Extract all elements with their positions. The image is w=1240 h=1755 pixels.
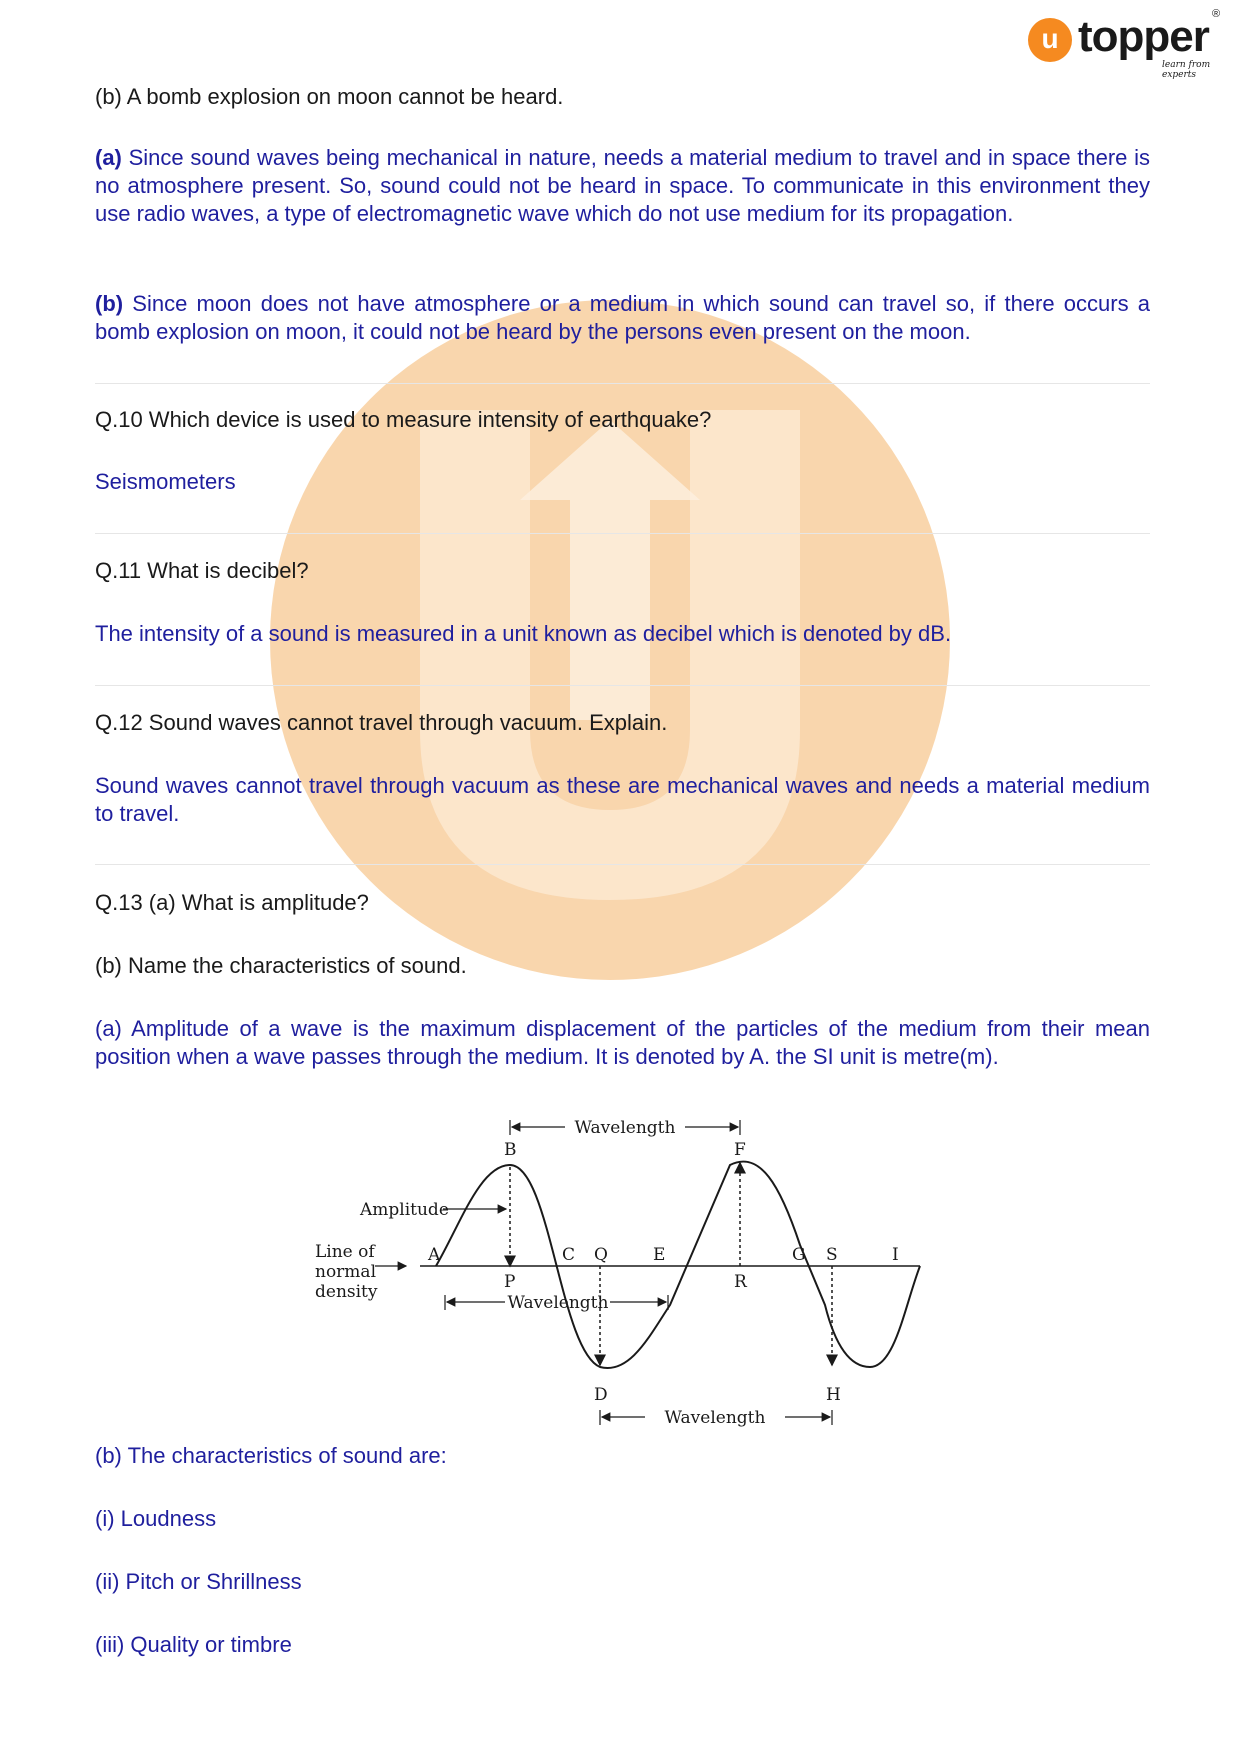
answer-body: Since moon does not have atmosphere or a medium in which sound can travel so, if there occurs a bomb explosion on moon, it could not be heard by the persons even present on the moon. xyxy=(95,291,1150,344)
divider xyxy=(95,533,1150,534)
question-13b: (b) Name the characteristics of sound. xyxy=(95,953,467,978)
point-label: E xyxy=(653,1245,666,1265)
point-label: S xyxy=(826,1245,838,1265)
answer-body: Since sound waves being mechanical in nature, needs a material medium to travel and in space there is no atmosphere present. So, sound could not be heard in space. To communicate in this environment they use radio waves, a type of electromagnetic wave which do not use medium for its propagation. xyxy=(95,145,1150,226)
wavelength-label-mid: Wavelength xyxy=(507,1293,609,1313)
line-label: density xyxy=(315,1282,378,1302)
answer-11: The intensity of a sound is measured in a unit known as decibel which is denoted by dB. xyxy=(95,621,952,646)
point-label: I xyxy=(892,1245,899,1265)
point-label: R xyxy=(734,1272,747,1292)
divider xyxy=(95,685,1150,686)
point-label: C xyxy=(562,1245,576,1265)
question-12: Q.12 Sound waves cannot travel through vacuum. Explain. xyxy=(95,710,668,735)
answer-text xyxy=(95,144,1150,228)
answer-prefix: (a) xyxy=(95,145,122,170)
answer-12: Sound waves cannot travel through vacuum as these are mechanical waves and needs a material medium to travel. xyxy=(95,773,1150,826)
point-label: D xyxy=(594,1385,608,1405)
amplitude-label: Amplitude xyxy=(360,1200,449,1220)
divider xyxy=(95,383,1150,384)
question-text: (b) A bomb explosion on moon cannot be heard. xyxy=(95,84,564,109)
line-label: normal xyxy=(315,1262,377,1282)
characteristic-item: (i) Loudness xyxy=(95,1506,217,1531)
point-label: F xyxy=(734,1140,746,1160)
wavelength-label-bottom: Wavelength xyxy=(664,1408,766,1428)
question-10: Q.10 Which device is used to measure intensity of earthquake? xyxy=(95,407,712,432)
question-13a: Q.13 (a) What is amplitude? xyxy=(95,890,369,915)
characteristic-item: (ii) Pitch or Shrillness xyxy=(95,1569,302,1594)
answer-text xyxy=(95,290,1150,346)
topper-logo xyxy=(1028,8,1228,80)
answer-prefix: (b) xyxy=(95,291,124,316)
answer-10: Seismometers xyxy=(95,469,236,494)
topper-logo-word: topper xyxy=(1078,12,1209,61)
point-label: A xyxy=(428,1245,441,1265)
point-label: Q xyxy=(594,1245,608,1265)
point-label: G xyxy=(792,1245,806,1265)
characteristic-item: (iii) Quality or timbre xyxy=(95,1632,292,1657)
point-label: H xyxy=(826,1385,841,1405)
line-label: Line of xyxy=(315,1242,375,1262)
point-label: P xyxy=(504,1272,516,1292)
logo-tagline: learn from experts xyxy=(1162,60,1211,80)
wave-diagram xyxy=(310,1105,930,1440)
divider xyxy=(95,864,1150,865)
wavelength-label-top: Wavelength xyxy=(574,1118,676,1138)
wave-curve xyxy=(436,1162,920,1369)
answer-13a: (a) Amplitude of a wave is the maximum displacement of the particles of the medium from their mean position when a wave passes through the medium. It is denoted by A. the SI unit is metre(m). xyxy=(95,1016,1150,1069)
registered-mark: ® xyxy=(1212,8,1221,20)
answer-13b: (b) The characteristics of sound are: xyxy=(95,1443,447,1468)
topper-logo-mark-icon: u xyxy=(1028,18,1072,62)
question-11: Q.11 What is decibel? xyxy=(95,558,309,583)
point-label: B xyxy=(504,1140,517,1160)
